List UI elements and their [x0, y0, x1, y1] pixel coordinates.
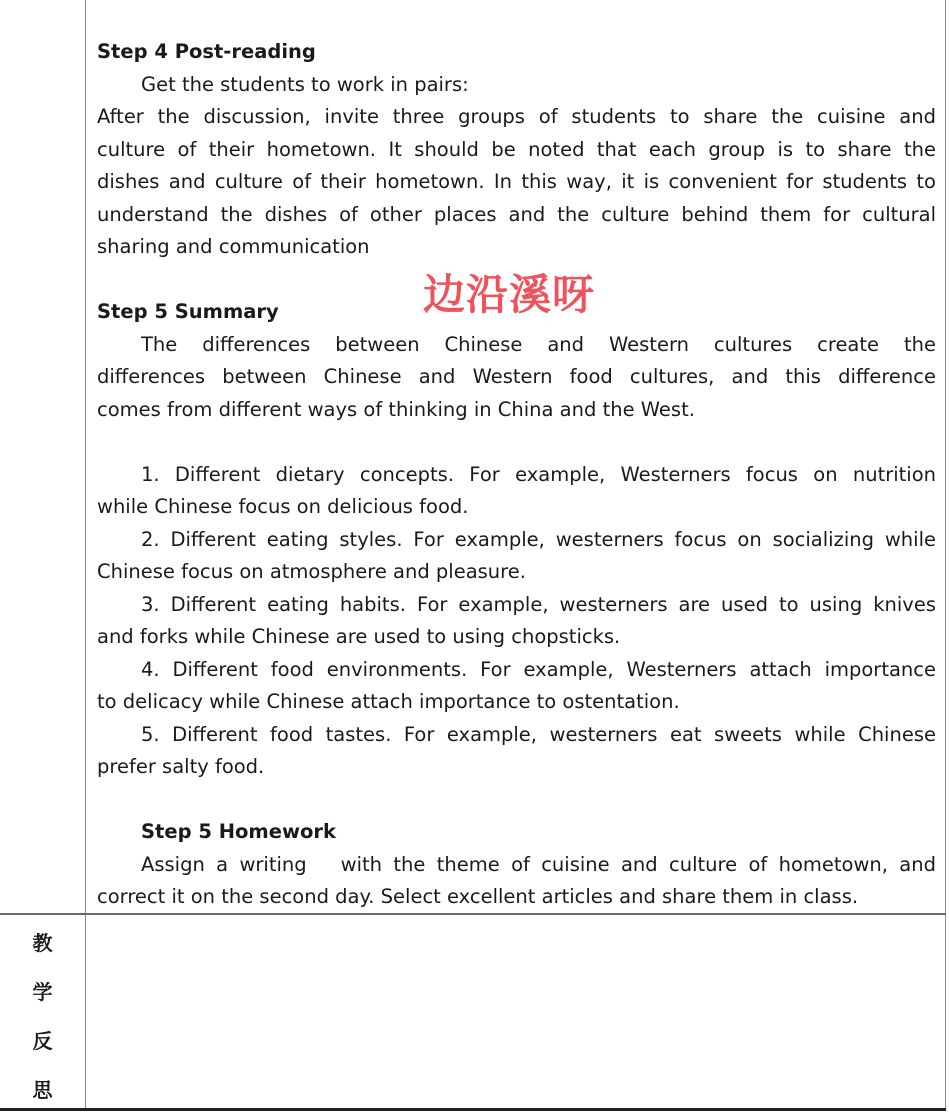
- watermark: 边沿溪呀: [423, 270, 596, 319]
- table-right-border: [945, 0, 946, 1110]
- table-column-divider: [85, 0, 86, 1110]
- summary-heading: Step 5 Summary: [97, 300, 279, 323]
- step4-line: dishes and culture of their hometown. In this way, it is convenient for students to: [97, 170, 936, 193]
- summary-item: 5. Different food tastes. For example, westerners eat sweets while Chinese: [141, 722, 936, 746]
- reflection-label-char: 思: [32, 1078, 53, 1102]
- step4-line: understand the dishes of other places and the culture behind them for cultural: [97, 202, 936, 226]
- reflection-label-char: 学: [32, 980, 53, 1004]
- summary-item: 2. Different eating styles. For example, westerners focus on socializing while: [141, 527, 936, 551]
- reflection-label-char: 反: [32, 1029, 53, 1053]
- summary-line: comes from different ways of thinking in China and the West.: [97, 397, 695, 421]
- step4-line: culture of their hometown. It should be noted that each group is to share the: [97, 137, 936, 161]
- reflection-label-char: 教: [32, 931, 53, 955]
- summary-item: and forks while Chinese are used to using chopsticks.: [97, 625, 621, 648]
- summary-item: 3. Different eating habits. For example, westerners are used to using knives: [141, 592, 936, 616]
- homework-line: correct it on the second day. Select excellent articles and share them in class.: [97, 885, 859, 908]
- summary-line: differences between Chinese and Western food cultures, and this difference: [97, 365, 936, 388]
- summary-item: while Chinese focus on delicious food.: [97, 495, 469, 518]
- step4-heading: Step 4 Post-reading: [97, 40, 316, 63]
- lesson-content: [97, 36, 936, 914]
- homework-heading: Step 5 Homework: [141, 820, 336, 843]
- summary-line: The differences between Chinese and Western cultures create the: [141, 332, 936, 356]
- summary-item: 1. Different dietary concepts. For example, Westerners focus on nutrition: [141, 462, 936, 486]
- summary-item: to delicacy while Chinese attach importance to ostentation.: [97, 690, 680, 713]
- step4-line: After the discussion, invite three groups of students to share the cuisine and: [97, 105, 936, 128]
- table-bottom-border: [0, 1108, 946, 1111]
- homework-line: Assign a writing with the theme of cuisine and culture of hometown, and: [141, 852, 936, 876]
- summary-item: Chinese focus on atmosphere and pleasure.: [97, 560, 526, 583]
- step4-intro: Get the students to work in pairs:: [141, 72, 469, 96]
- summary-item: 4. Different food environments. For example, Westerners attach importance: [141, 657, 936, 681]
- step4-line: sharing and communication: [97, 235, 370, 258]
- summary-item: prefer salty food.: [97, 755, 265, 778]
